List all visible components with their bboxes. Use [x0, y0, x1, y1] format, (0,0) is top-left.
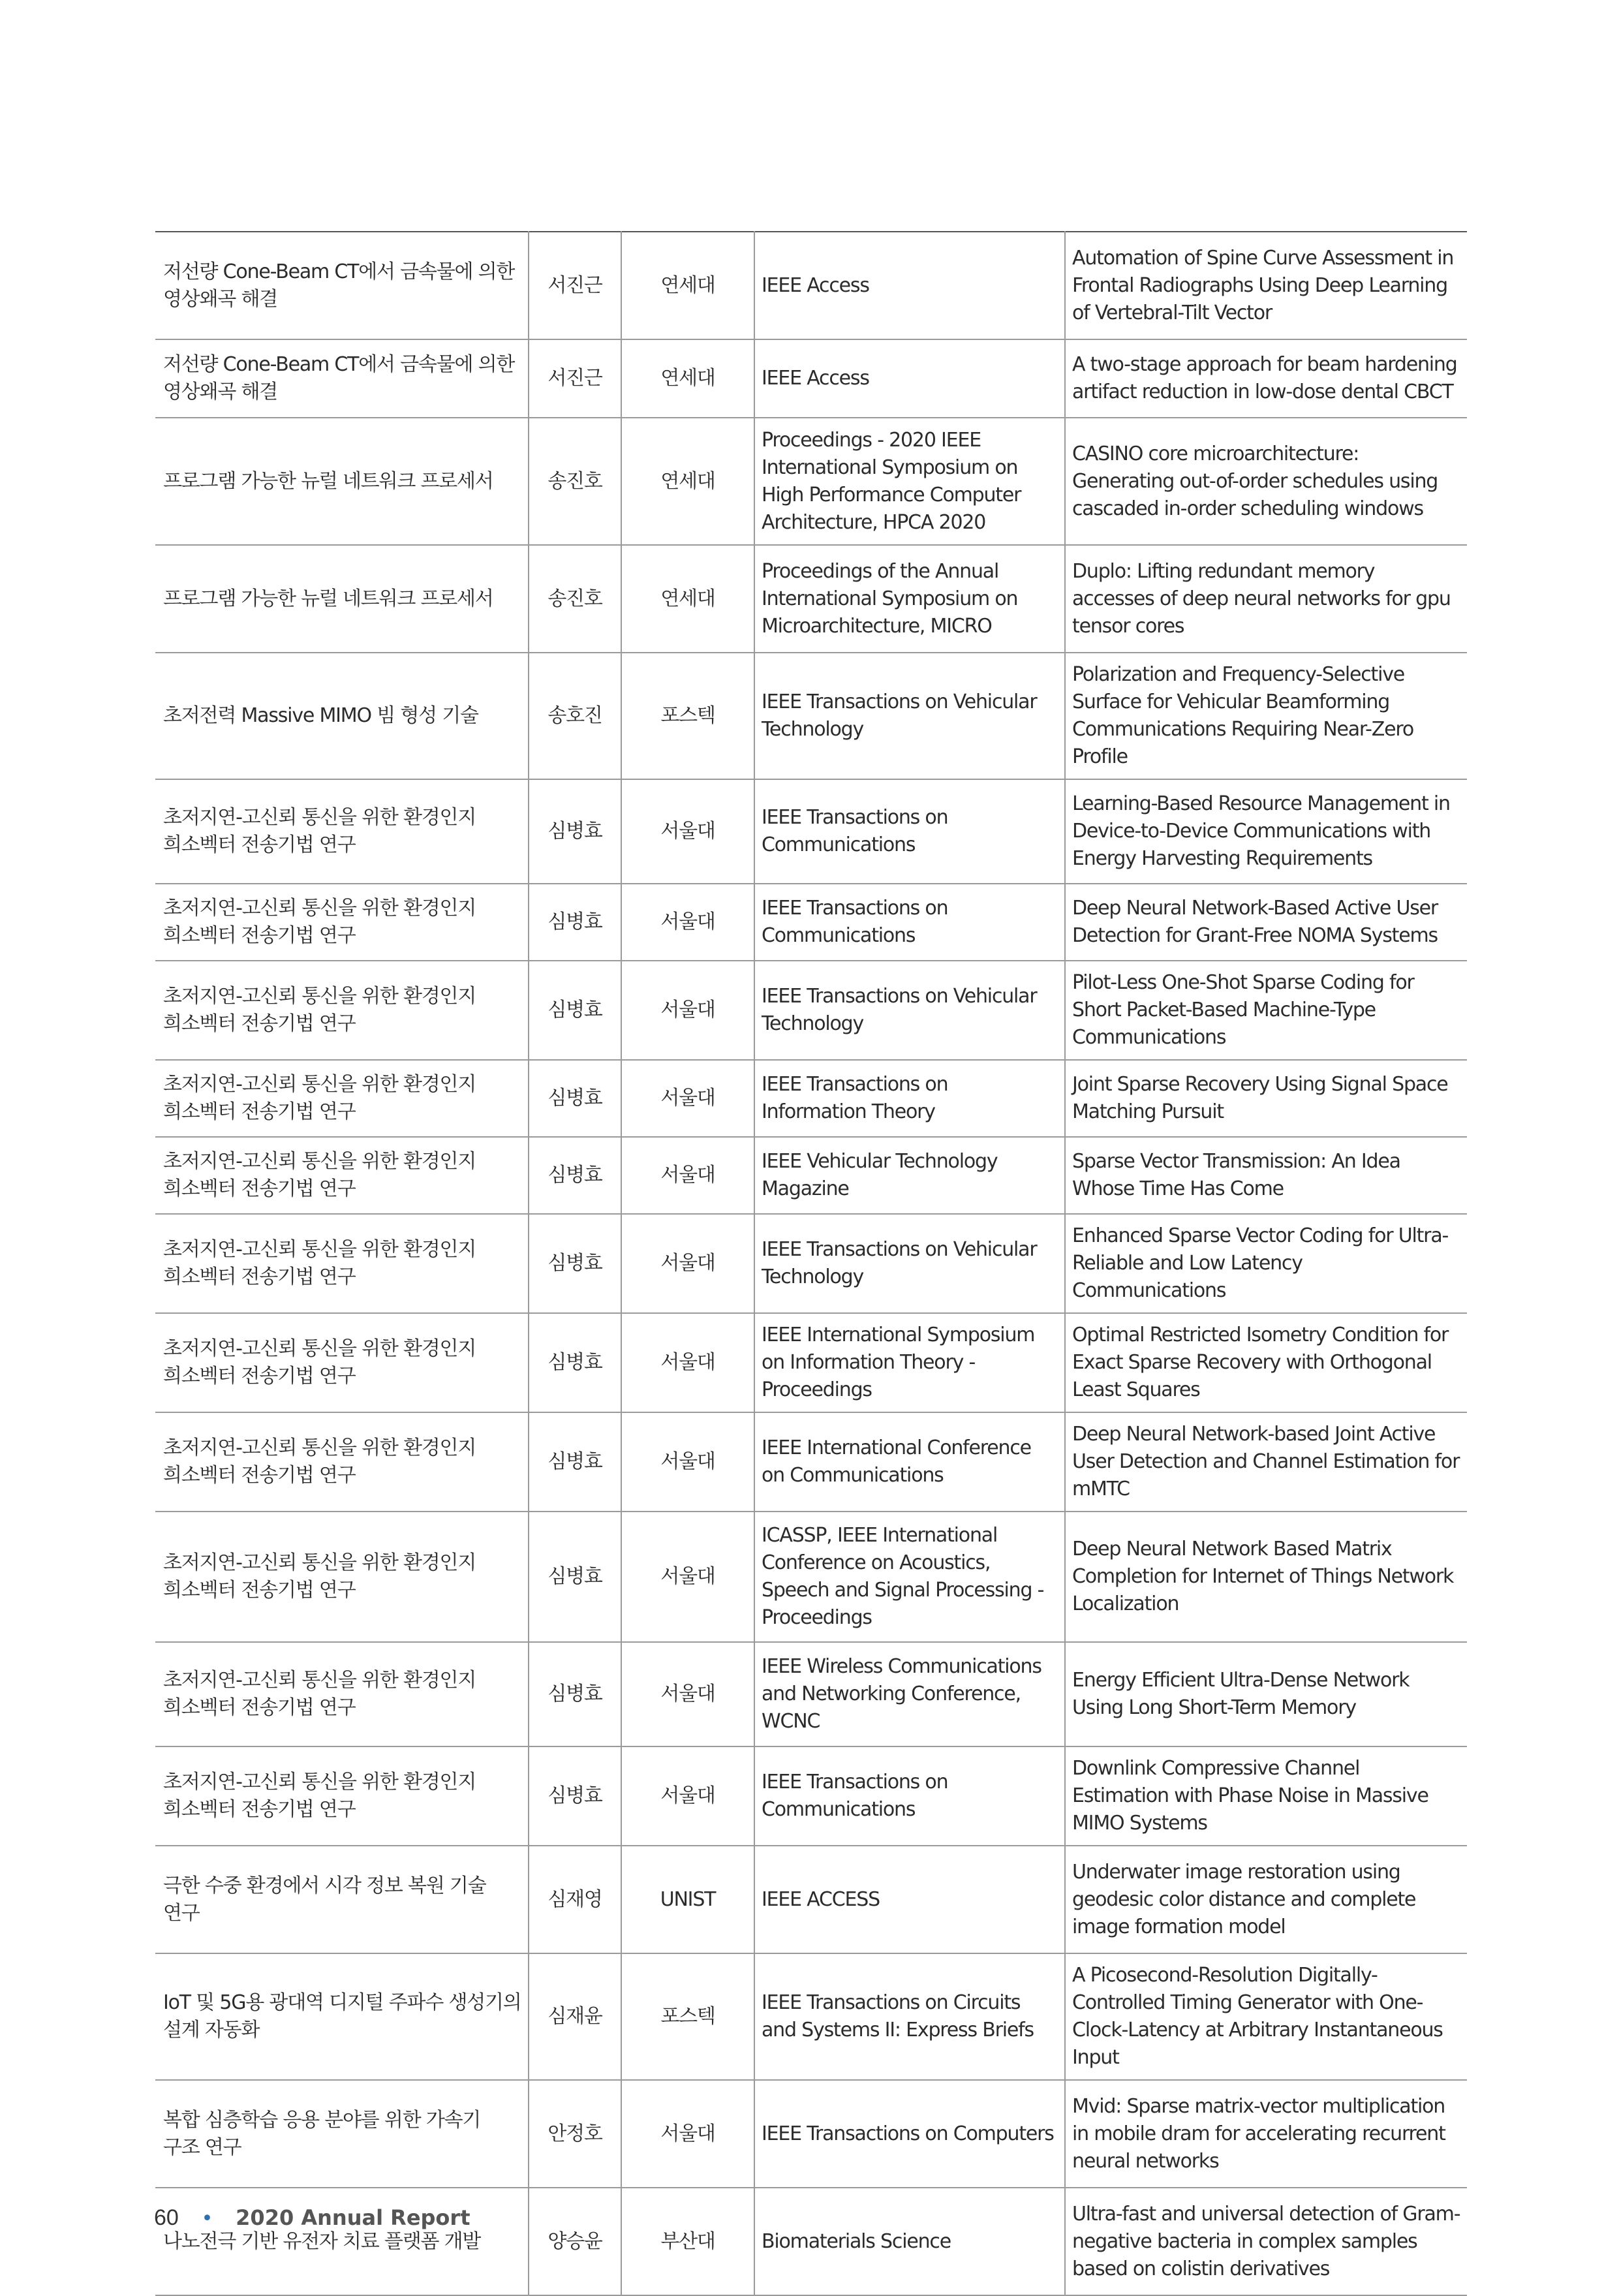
researcher-name-cell: 심병효	[529, 1642, 621, 1746]
journal-cell: Proceedings of the Annual International Symposium on Microarchitecture, MICRO	[754, 545, 1065, 653]
paper-title-cell: Optimal Restricted Isometry Condition for Exact Sparse Recovery with Orthogonal Least Squares	[1065, 1313, 1467, 1412]
journal-cell: Proceedings - 2020 IEEE International Symposium on High Performance Computer Architecture, HPCA 2020	[754, 418, 1065, 545]
paper-title-cell: Automation of Spine Curve Assessment in Frontal Radiographs Using Deep Learning of Vertebral-Tilt Vector	[1065, 232, 1467, 339]
university-cell: 서울대	[621, 1137, 754, 1214]
journal-cell: IEEE ACCESS	[754, 1846, 1065, 1953]
paper-title-cell: CASINO core microarchitecture: Generating out-of-order schedules using cascaded in-order scheduling windows	[1065, 418, 1467, 545]
researcher-name-cell: 안정호	[529, 2080, 621, 2188]
research-topic-cell: 초저지연-고신뢰 통신을 위한 환경인지 희소벡터 전송기법 연구	[155, 961, 529, 1060]
researcher-name-cell: 심병효	[529, 1313, 621, 1412]
researcher-name-cell: 양승윤	[529, 2188, 621, 2295]
research-topic-cell: 프로그램 가능한 뉴럴 네트워크 프로세서	[155, 545, 529, 653]
researcher-name-cell: 송호진	[529, 653, 621, 779]
table-row	[155, 1060, 1467, 1137]
paper-title-cell: Downlink Compressive Channel Estimation with Phase Noise in Massive MIMO Systems	[1065, 1746, 1467, 1846]
research-topic-cell: 저선량 Cone-Beam CT에서 금속물에 의한 영상왜곡 해결	[155, 232, 529, 339]
journal-cell: IEEE Transactions on Vehicular Technology	[754, 1214, 1065, 1313]
paper-title-cell: Underwater image restoration using geodesic color distance and complete image formation model	[1065, 1846, 1467, 1953]
paper-title-cell: Ultra-fast and universal detection of Gram-negative bacteria in complex samples based on colistin derivatives	[1065, 2188, 1467, 2295]
journal-cell: IEEE Transactions on Information Theory	[754, 1060, 1065, 1137]
journal-cell: IEEE Transactions on Vehicular Technology	[754, 961, 1065, 1060]
journal-cell: IEEE International Symposium on Information Theory - Proceedings	[754, 1313, 1065, 1412]
research-topic-cell: IoT 및 5G용 광대역 디지털 주파수 생성기의 설계 자동화	[155, 1953, 529, 2080]
research-topic-cell: 초저지연-고신뢰 통신을 위한 환경인지 희소벡터 전송기법 연구	[155, 1642, 529, 1746]
report-title: 2020 Annual Report	[236, 2205, 470, 2230]
table-row	[155, 1512, 1467, 1642]
research-topic-cell: 초저지연-고신뢰 통신을 위한 환경인지 희소벡터 전송기법 연구	[155, 1214, 529, 1313]
table-row	[155, 1412, 1467, 1512]
university-cell: 서울대	[621, 2080, 754, 2188]
publications-table	[155, 231, 1467, 2296]
research-topic-cell: 프로그램 가능한 뉴럴 네트워크 프로세서	[155, 418, 529, 545]
research-topic-cell: 초저지연-고신뢰 통신을 위한 환경인지 희소벡터 전송기법 연구	[155, 1412, 529, 1512]
researcher-name-cell: 심재영	[529, 1846, 621, 1953]
journal-cell: Biomaterials Science	[754, 2188, 1065, 2295]
researcher-name-cell: 심병효	[529, 1137, 621, 1214]
research-topic-cell: 극한 수중 환경에서 시각 정보 복원 기술 연구	[155, 1846, 529, 1953]
university-cell: UNIST	[621, 1846, 754, 1953]
table-row	[155, 779, 1467, 884]
table-row	[155, 884, 1467, 961]
table-row	[155, 653, 1467, 779]
university-cell: 연세대	[621, 545, 754, 653]
researcher-name-cell: 심병효	[529, 961, 621, 1060]
university-cell: 서울대	[621, 1313, 754, 1412]
researcher-name-cell: 심병효	[529, 1060, 621, 1137]
research-topic-cell: 초저지연-고신뢰 통신을 위한 환경인지 희소벡터 전송기법 연구	[155, 884, 529, 961]
research-topic-cell: 초저전력 Massive MIMO 빔 형성 기술	[155, 653, 529, 779]
paper-title-cell: Mvid: Sparse matrix-vector multiplication in mobile dram for accelerating recurrent neural networks	[1065, 2080, 1467, 2188]
research-topic-cell: 초저지연-고신뢰 통신을 위한 환경인지 희소벡터 전송기법 연구	[155, 1746, 529, 1846]
researcher-name-cell: 심병효	[529, 884, 621, 961]
research-topic-cell: 저선량 Cone-Beam CT에서 금속물에 의한 영상왜곡 해결	[155, 339, 529, 418]
journal-cell: IEEE Vehicular Technology Magazine	[754, 1137, 1065, 1214]
journal-cell: IEEE Transactions on Computers	[754, 2080, 1065, 2188]
page-footer	[154, 2205, 470, 2232]
research-topic-cell: 초저지연-고신뢰 통신을 위한 환경인지 희소벡터 전송기법 연구	[155, 1137, 529, 1214]
researcher-name-cell: 서진근	[529, 339, 621, 418]
university-cell: 서울대	[621, 1412, 754, 1512]
researcher-name-cell: 심병효	[529, 1746, 621, 1846]
journal-cell: IEEE Transactions on Circuits and Systems II: Express Briefs	[754, 1953, 1065, 2080]
table-row	[155, 418, 1467, 545]
table-row	[155, 1137, 1467, 1214]
researcher-name-cell: 송진호	[529, 418, 621, 545]
table-row	[155, 1313, 1467, 1412]
university-cell: 포스텍	[621, 1953, 754, 2080]
table-row	[155, 1746, 1467, 1846]
researcher-name-cell: 심병효	[529, 1512, 621, 1642]
table-row	[155, 339, 1467, 418]
researcher-name-cell: 심재윤	[529, 1953, 621, 2080]
table-body	[155, 232, 1467, 2295]
researcher-name-cell: 심병효	[529, 779, 621, 884]
journal-cell: IEEE Transactions on Communications	[754, 779, 1065, 884]
research-topic-cell: 초저지연-고신뢰 통신을 위한 환경인지 희소벡터 전송기법 연구	[155, 1060, 529, 1137]
journal-cell: ICASSP, IEEE International Conference on Acoustics, Speech and Signal Processing - Proceedings	[754, 1512, 1065, 1642]
university-cell: 포스텍	[621, 653, 754, 779]
university-cell: 서울대	[621, 779, 754, 884]
paper-title-cell: Joint Sparse Recovery Using Signal Space Matching Pursuit	[1065, 1060, 1467, 1137]
research-topic-cell: 복합 심층학습 응용 분야를 위한 가속기 구조 연구	[155, 2080, 529, 2188]
university-cell: 연세대	[621, 232, 754, 339]
university-cell: 서울대	[621, 1512, 754, 1642]
university-cell: 부산대	[621, 2188, 754, 2295]
table-row	[155, 961, 1467, 1060]
research-topic-cell: 초저지연-고신뢰 통신을 위한 환경인지 희소벡터 전송기법 연구	[155, 1313, 529, 1412]
table-row	[155, 1642, 1467, 1746]
journal-cell: IEEE Access	[754, 339, 1065, 418]
table-row	[155, 1953, 1467, 2080]
university-cell: 연세대	[621, 339, 754, 418]
university-cell: 서울대	[621, 1746, 754, 1846]
journal-cell: IEEE Transactions on Communications	[754, 884, 1065, 961]
page-number: 60	[154, 2205, 179, 2230]
university-cell: 서울대	[621, 1060, 754, 1137]
journal-cell: IEEE Wireless Communications and Networking Conference, WCNC	[754, 1642, 1065, 1746]
university-cell: 서울대	[621, 884, 754, 961]
university-cell: 서울대	[621, 961, 754, 1060]
paper-title-cell: Learning-Based Resource Management in Device-to-Device Communications with Energy Harvesting Requirements	[1065, 779, 1467, 884]
paper-title-cell: Enhanced Sparse Vector Coding for Ultra-Reliable and Low Latency Communications	[1065, 1214, 1467, 1313]
research-topic-cell: 초저지연-고신뢰 통신을 위한 환경인지 희소벡터 전송기법 연구	[155, 1512, 529, 1642]
footer-bullet-icon: •	[201, 2207, 213, 2230]
journal-cell: IEEE Transactions on Vehicular Technology	[754, 653, 1065, 779]
researcher-name-cell: 심병효	[529, 1214, 621, 1313]
table-row	[155, 2188, 1467, 2295]
paper-title-cell: Deep Neural Network-Based Active User Detection for Grant-Free NOMA Systems	[1065, 884, 1467, 961]
university-cell: 서울대	[621, 1642, 754, 1746]
research-topic-cell: 나노전극 기반 유전자 치료 플랫폼 개발	[155, 2188, 529, 2295]
researcher-name-cell: 송진호	[529, 545, 621, 653]
journal-cell: IEEE Transactions on Communications	[754, 1746, 1065, 1846]
journal-cell: IEEE Access	[754, 232, 1065, 339]
table-row	[155, 1214, 1467, 1313]
paper-title-cell: Duplo: Lifting redundant memory accesses of deep neural networks for gpu tensor cores	[1065, 545, 1467, 653]
researcher-name-cell: 심병효	[529, 1412, 621, 1512]
paper-title-cell: Energy Efficient Ultra-Dense Network Using Long Short-Term Memory	[1065, 1642, 1467, 1746]
table-row	[155, 232, 1467, 339]
research-topic-cell: 초저지연-고신뢰 통신을 위한 환경인지 희소벡터 전송기법 연구	[155, 779, 529, 884]
paper-title-cell: Pilot-Less One-Shot Sparse Coding for Short Packet-Based Machine-Type Communications	[1065, 961, 1467, 1060]
paper-title-cell: A two-stage approach for beam hardening artifact reduction in low-dose dental CBCT	[1065, 339, 1467, 418]
table-row	[155, 2080, 1467, 2188]
researcher-name-cell: 서진근	[529, 232, 621, 339]
paper-title-cell: Sparse Vector Transmission: An Idea Whose Time Has Come	[1065, 1137, 1467, 1214]
paper-title-cell: Deep Neural Network Based Matrix Completion for Internet of Things Network Localization	[1065, 1512, 1467, 1642]
paper-title-cell: A Picosecond-Resolution Digitally-Controlled Timing Generator with One-Clock-Latency at Arbitrary Instantaneous Input	[1065, 1953, 1467, 2080]
journal-cell: IEEE International Conference on Communications	[754, 1412, 1065, 1512]
university-cell: 연세대	[621, 418, 754, 545]
university-cell: 서울대	[621, 1214, 754, 1313]
paper-title-cell: Deep Neural Network-based Joint Active User Detection and Channel Estimation for mMTC	[1065, 1412, 1467, 1512]
table-row	[155, 1846, 1467, 1953]
table-row	[155, 545, 1467, 653]
paper-title-cell: Polarization and Frequency-Selective Surface for Vehicular Beamforming Communications Requiring Near-Zero Profile	[1065, 653, 1467, 779]
